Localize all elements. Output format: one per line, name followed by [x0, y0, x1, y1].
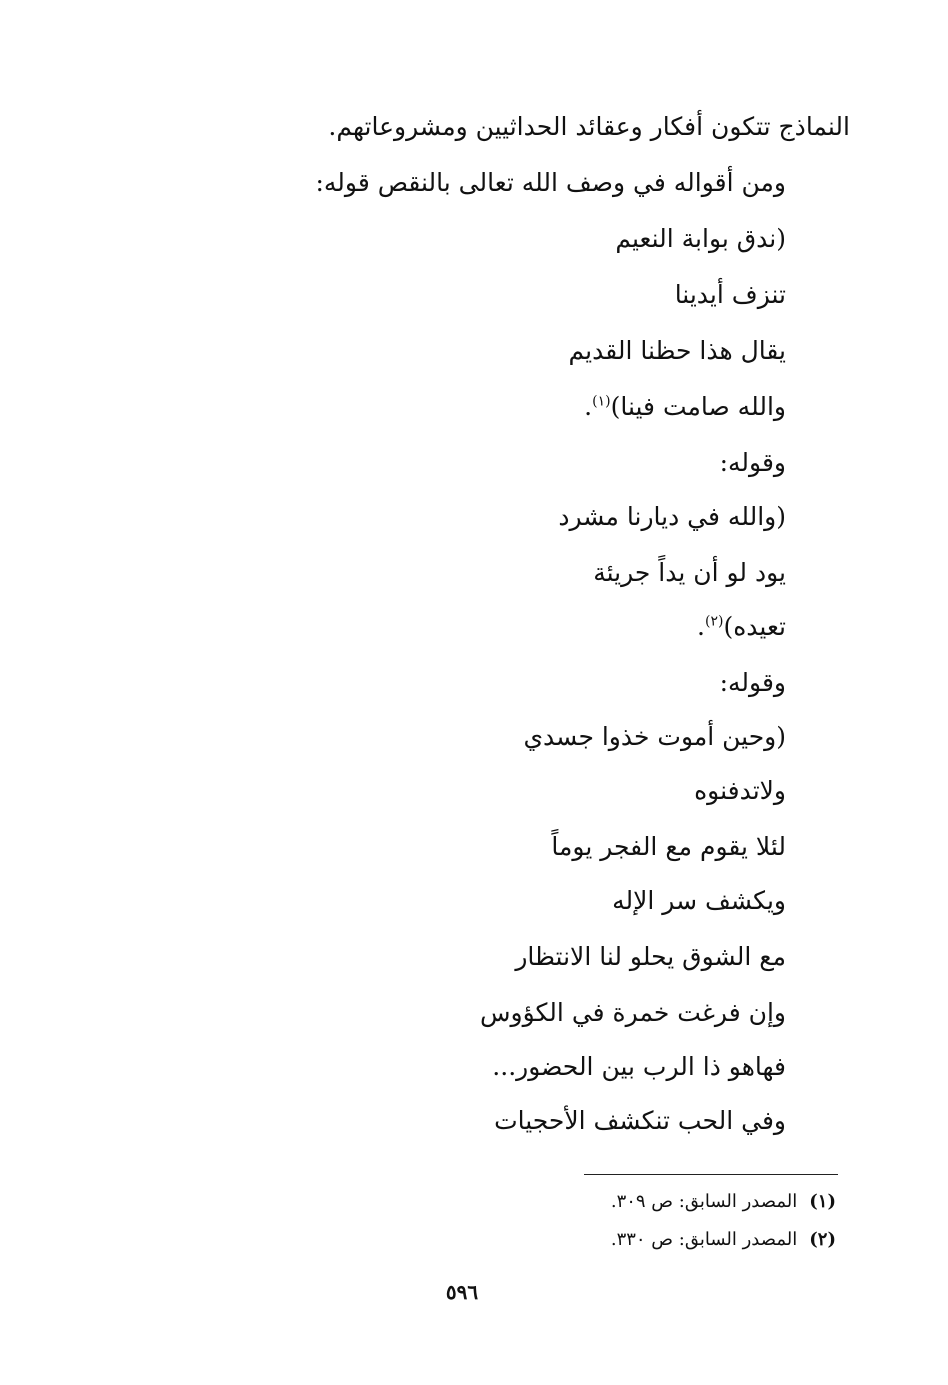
- verse-line-10: لئلا يقوم مع الفجر يوماً: [551, 832, 786, 861]
- text-line-2: ومن أقواله في وصف الله تعالى بالنقص قوله:: [315, 168, 786, 197]
- quote-intro-1: وقوله:: [719, 448, 786, 477]
- footnote-1-text: المصدر السابق: ص ٣٠٩.: [610, 1191, 798, 1212]
- verse-line-14: فهاهو ذا الرب بين الحضور...: [492, 1052, 786, 1081]
- verse-line-3: يقال هذا حظنا القديم: [568, 336, 786, 365]
- footnote-ref-2: (٢): [704, 613, 724, 630]
- verse-line-2: تنزف أيدينا: [674, 280, 786, 309]
- verse-line-4-period: .: [584, 392, 593, 421]
- verse-line-6: يود لو أن يداً جريئة: [593, 558, 786, 587]
- verse-line-7: [697, 610, 786, 644]
- verse-line-7-period: .: [697, 612, 705, 641]
- verse-line-7-text: تعيده): [723, 612, 786, 641]
- verse-line-12: مع الشوق يحلو لنا الانتظار: [515, 942, 786, 971]
- verse-line-9: ولاتدفنوه: [694, 776, 786, 805]
- verse-line-8: (وحين أموت خذوا جسدي: [523, 722, 786, 751]
- verse-line-11: ويكشف سر الإله: [612, 886, 786, 915]
- verse-line-5: (والله في ديارنا مشرد: [558, 502, 786, 531]
- verse-line-4-text: والله صامت فينا): [610, 392, 786, 421]
- footnote-1: [611, 1190, 836, 1214]
- verse-line-15: وفي الحب تنكشف الأحجيات: [494, 1106, 786, 1135]
- verse-line-1: (ندق بوابة النعيم: [615, 224, 786, 253]
- page-number: ٥٩٦: [445, 1280, 479, 1304]
- footnote-divider: [584, 1174, 838, 1175]
- footnote-ref-1: (١): [592, 393, 611, 410]
- verse-line-13: وإن فرغت خمرة في الكؤوس: [480, 998, 786, 1027]
- quote-intro-2: وقوله:: [719, 668, 786, 697]
- text-line-1: النماذج تتكون أفكار وعقائد الحداثيين ومشروعاتهم.: [328, 112, 850, 141]
- footnote-1-number: (١): [809, 1191, 836, 1212]
- footnote-2: [611, 1228, 836, 1252]
- footnote-2-text: المصدر السابق: ص ٣٣٠.: [610, 1229, 798, 1250]
- verse-line-4: [584, 390, 786, 424]
- footnote-2-number: (٢): [809, 1229, 836, 1250]
